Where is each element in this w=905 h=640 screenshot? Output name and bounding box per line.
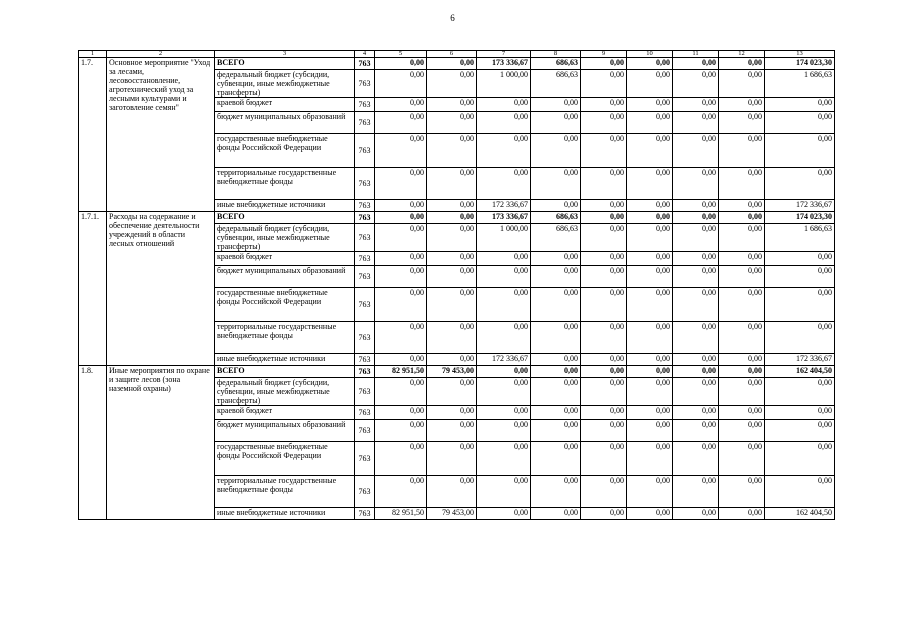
amount-cell: 0,00 <box>375 378 427 406</box>
amount-cell: 0,00 <box>673 168 719 200</box>
funding-source: иные внебюджетные источники <box>215 200 355 212</box>
funding-source: государственные внебюджетные фонды Российской Федерации <box>215 288 355 322</box>
amount-cell: 0,00 <box>719 224 765 252</box>
amount-cell: 162 404,50 <box>765 508 835 520</box>
amount-cell: 0,00 <box>581 224 627 252</box>
amount-cell: 0,00 <box>627 266 673 288</box>
header-cell: 5 <box>375 51 427 58</box>
amount-cell: 0,00 <box>427 168 477 200</box>
budget-code: 763 <box>355 252 375 266</box>
amount-cell: 0,00 <box>375 420 427 442</box>
header-cell: 13 <box>765 51 835 58</box>
amount-cell: 0,00 <box>719 288 765 322</box>
amount-cell: 0,00 <box>765 406 835 420</box>
amount-cell: 0,00 <box>581 322 627 354</box>
amount-cell: 0,00 <box>531 288 581 322</box>
amount-cell: 0,00 <box>477 134 531 168</box>
amount-cell: 0,00 <box>581 58 627 70</box>
amount-cell: 686,63 <box>531 70 581 98</box>
amount-cell: 0,00 <box>673 252 719 266</box>
budget-code: 763 <box>355 70 375 98</box>
amount-cell: 0,00 <box>627 406 673 420</box>
amount-cell: 0,00 <box>581 288 627 322</box>
amount-cell: 79 453,00 <box>427 366 477 378</box>
funding-source: территориальные государственные внебюджетные фонды <box>215 322 355 354</box>
amount-cell: 0,00 <box>627 224 673 252</box>
amount-cell: 0,00 <box>627 442 673 476</box>
amount-cell: 0,00 <box>627 212 673 224</box>
amount-cell: 0,00 <box>673 212 719 224</box>
amount-cell: 0,00 <box>581 70 627 98</box>
amount-cell: 0,00 <box>765 420 835 442</box>
amount-cell: 0,00 <box>531 200 581 212</box>
amount-cell: 0,00 <box>719 98 765 112</box>
amount-cell: 0,00 <box>427 420 477 442</box>
amount-cell: 0,00 <box>673 58 719 70</box>
amount-cell: 0,00 <box>673 98 719 112</box>
amount-cell: 0,00 <box>375 476 427 508</box>
amount-cell: 0,00 <box>427 378 477 406</box>
amount-cell: 0,00 <box>427 58 477 70</box>
amount-cell: 0,00 <box>581 112 627 134</box>
funding-source: иные внебюджетные источники <box>215 508 355 520</box>
budget-code: 763 <box>355 476 375 508</box>
funding-source: государственные внебюджетные фонды Российской Федерации <box>215 134 355 168</box>
amount-cell: 174 023,30 <box>765 212 835 224</box>
amount-cell: 0,00 <box>477 112 531 134</box>
budget-code: 763 <box>355 112 375 134</box>
budget-code: 763 <box>355 378 375 406</box>
amount-cell: 0,00 <box>627 58 673 70</box>
header-cell: 10 <box>627 51 673 58</box>
amount-cell: 0,00 <box>627 112 673 134</box>
amount-cell: 0,00 <box>627 508 673 520</box>
amount-cell: 0,00 <box>375 224 427 252</box>
amount-cell: 0,00 <box>477 476 531 508</box>
funding-source: бюджет муниципальных образований <box>215 112 355 134</box>
amount-cell: 0,00 <box>765 476 835 508</box>
amount-cell: 0,00 <box>531 112 581 134</box>
amount-cell: 0,00 <box>719 70 765 98</box>
funding-source: федеральный бюджет (субсидии, субвенции, иные межбюджетные трансферты) <box>215 70 355 98</box>
amount-cell: 0,00 <box>581 366 627 378</box>
amount-cell: 172 336,67 <box>477 200 531 212</box>
amount-cell: 0,00 <box>719 378 765 406</box>
amount-cell: 0,00 <box>627 476 673 508</box>
budget-code: 763 <box>355 98 375 112</box>
amount-cell: 0,00 <box>427 112 477 134</box>
budget-code: 763 <box>355 168 375 200</box>
amount-cell: 0,00 <box>477 98 531 112</box>
amount-cell: 0,00 <box>531 366 581 378</box>
amount-cell: 0,00 <box>627 134 673 168</box>
amount-cell: 0,00 <box>477 168 531 200</box>
budget-code: 763 <box>355 200 375 212</box>
total-row <box>79 58 835 70</box>
item-name: Расходы на содержание и обеспечение деятельности учреждений в области лесных отношений <box>107 212 215 366</box>
amount-cell: 0,00 <box>673 288 719 322</box>
amount-cell: 0,00 <box>477 266 531 288</box>
header-cell: 6 <box>427 51 477 58</box>
amount-cell: 686,63 <box>531 224 581 252</box>
budget-code: 763 <box>355 266 375 288</box>
amount-cell: 174 023,30 <box>765 58 835 70</box>
funding-source: ВСЕГО <box>215 212 355 224</box>
amount-cell: 0,00 <box>427 406 477 420</box>
budget-code: 763 <box>355 354 375 366</box>
header-cell: 8 <box>531 51 581 58</box>
amount-cell: 686,63 <box>531 58 581 70</box>
amount-cell: 0,00 <box>375 98 427 112</box>
amount-cell: 0,00 <box>673 322 719 354</box>
amount-cell: 0,00 <box>477 378 531 406</box>
amount-cell: 0,00 <box>719 112 765 134</box>
amount-cell: 82 951,50 <box>375 366 427 378</box>
amount-cell: 0,00 <box>719 354 765 366</box>
funding-source: бюджет муниципальных образований <box>215 266 355 288</box>
amount-cell: 0,00 <box>581 406 627 420</box>
amount-cell: 0,00 <box>427 354 477 366</box>
amount-cell: 0,00 <box>581 212 627 224</box>
budget-code: 763 <box>355 366 375 378</box>
header-cell: 9 <box>581 51 627 58</box>
amount-cell: 0,00 <box>719 252 765 266</box>
amount-cell: 0,00 <box>765 442 835 476</box>
amount-cell: 0,00 <box>531 168 581 200</box>
amount-cell: 0,00 <box>531 508 581 520</box>
amount-cell: 0,00 <box>375 252 427 266</box>
amount-cell: 0,00 <box>427 252 477 266</box>
budget-code: 763 <box>355 134 375 168</box>
funding-source: территориальные государственные внебюджетные фонды <box>215 476 355 508</box>
budget-table <box>78 50 835 520</box>
amount-cell: 0,00 <box>427 442 477 476</box>
budget-code: 763 <box>355 58 375 70</box>
budget-code: 763 <box>355 212 375 224</box>
amount-cell: 1 000,00 <box>477 70 531 98</box>
amount-cell: 172 336,67 <box>765 200 835 212</box>
amount-cell: 0,00 <box>673 224 719 252</box>
amount-cell: 0,00 <box>427 224 477 252</box>
amount-cell: 0,00 <box>581 168 627 200</box>
amount-cell: 0,00 <box>765 168 835 200</box>
amount-cell: 162 404,50 <box>765 366 835 378</box>
funding-source: территориальные государственные внебюджетные фонды <box>215 168 355 200</box>
amount-cell: 0,00 <box>765 252 835 266</box>
amount-cell: 0,00 <box>477 322 531 354</box>
amount-cell: 0,00 <box>627 322 673 354</box>
amount-cell: 1 686,63 <box>765 224 835 252</box>
amount-cell: 0,00 <box>477 252 531 266</box>
amount-cell: 0,00 <box>719 420 765 442</box>
budget-code: 763 <box>355 420 375 442</box>
funding-source: краевой бюджет <box>215 406 355 420</box>
amount-cell: 0,00 <box>673 366 719 378</box>
funding-source: ВСЕГО <box>215 58 355 70</box>
amount-cell: 0,00 <box>375 58 427 70</box>
funding-source: бюджет муниципальных образований <box>215 420 355 442</box>
amount-cell: 0,00 <box>627 70 673 98</box>
amount-cell: 0,00 <box>673 266 719 288</box>
item-number: 1.8. <box>79 366 107 520</box>
budget-code: 763 <box>355 322 375 354</box>
funding-source: краевой бюджет <box>215 252 355 266</box>
amount-cell: 0,00 <box>477 420 531 442</box>
header-cell: 11 <box>673 51 719 58</box>
amount-cell: 0,00 <box>531 406 581 420</box>
amount-cell: 172 336,67 <box>477 354 531 366</box>
amount-cell: 0,00 <box>627 354 673 366</box>
amount-cell: 0,00 <box>673 508 719 520</box>
amount-cell: 0,00 <box>673 354 719 366</box>
amount-cell: 0,00 <box>719 476 765 508</box>
amount-cell: 0,00 <box>765 266 835 288</box>
total-row <box>79 366 835 378</box>
amount-cell: 0,00 <box>719 58 765 70</box>
amount-cell: 0,00 <box>581 508 627 520</box>
amount-cell: 1 686,63 <box>765 70 835 98</box>
amount-cell: 0,00 <box>581 252 627 266</box>
amount-cell: 0,00 <box>427 266 477 288</box>
funding-source: краевой бюджет <box>215 98 355 112</box>
budget-code: 763 <box>355 508 375 520</box>
budget-code: 763 <box>355 288 375 322</box>
amount-cell: 0,00 <box>427 288 477 322</box>
amount-cell: 0,00 <box>477 288 531 322</box>
amount-cell: 0,00 <box>627 252 673 266</box>
item-name: Иные мероприятия по охране и защите лесов (зона наземной охраны) <box>107 366 215 520</box>
amount-cell: 0,00 <box>581 266 627 288</box>
amount-cell: 0,00 <box>719 442 765 476</box>
amount-cell: 0,00 <box>673 134 719 168</box>
amount-cell: 0,00 <box>627 98 673 112</box>
amount-cell: 172 336,67 <box>765 354 835 366</box>
amount-cell: 0,00 <box>627 168 673 200</box>
amount-cell: 0,00 <box>375 134 427 168</box>
amount-cell: 0,00 <box>765 112 835 134</box>
item-number: 1.7. <box>79 58 107 212</box>
amount-cell: 0,00 <box>375 406 427 420</box>
funding-source: ВСЕГО <box>215 366 355 378</box>
page-number: 6 <box>450 13 455 23</box>
amount-cell: 0,00 <box>673 112 719 134</box>
amount-cell: 0,00 <box>427 476 477 508</box>
amount-cell: 0,00 <box>531 266 581 288</box>
amount-cell: 0,00 <box>375 322 427 354</box>
header-cell: 7 <box>477 51 531 58</box>
amount-cell: 0,00 <box>719 212 765 224</box>
amount-cell: 0,00 <box>427 134 477 168</box>
total-row <box>79 212 835 224</box>
funding-source: иные внебюджетные источники <box>215 354 355 366</box>
amount-cell: 0,00 <box>477 442 531 476</box>
amount-cell: 0,00 <box>673 442 719 476</box>
amount-cell: 0,00 <box>627 366 673 378</box>
amount-cell: 0,00 <box>673 476 719 508</box>
budget-code: 763 <box>355 406 375 420</box>
header-cell: 12 <box>719 51 765 58</box>
budget-code: 763 <box>355 224 375 252</box>
amount-cell: 82 951,50 <box>375 508 427 520</box>
header-row <box>79 51 835 58</box>
amount-cell: 173 336,67 <box>477 212 531 224</box>
amount-cell: 0,00 <box>427 322 477 354</box>
header-cell: 2 <box>107 51 215 58</box>
amount-cell: 0,00 <box>531 322 581 354</box>
amount-cell: 0,00 <box>719 134 765 168</box>
amount-cell: 0,00 <box>531 98 581 112</box>
amount-cell: 0,00 <box>375 212 427 224</box>
amount-cell: 686,63 <box>531 212 581 224</box>
amount-cell: 0,00 <box>765 322 835 354</box>
amount-cell: 0,00 <box>581 476 627 508</box>
amount-cell: 0,00 <box>719 266 765 288</box>
amount-cell: 79 453,00 <box>427 508 477 520</box>
amount-cell: 0,00 <box>427 212 477 224</box>
amount-cell: 0,00 <box>627 378 673 406</box>
amount-cell: 0,00 <box>375 442 427 476</box>
amount-cell: 0,00 <box>765 98 835 112</box>
amount-cell: 0,00 <box>581 442 627 476</box>
amount-cell: 0,00 <box>531 442 581 476</box>
amount-cell: 0,00 <box>375 266 427 288</box>
amount-cell: 0,00 <box>719 322 765 354</box>
amount-cell: 0,00 <box>765 378 835 406</box>
amount-cell: 0,00 <box>627 420 673 442</box>
amount-cell: 0,00 <box>375 112 427 134</box>
funding-source: государственные внебюджетные фонды Российской Федерации <box>215 442 355 476</box>
funding-source: федеральный бюджет (субсидии, субвенции, иные межбюджетные трансферты) <box>215 378 355 406</box>
amount-cell: 0,00 <box>531 134 581 168</box>
amount-cell: 0,00 <box>375 168 427 200</box>
item-name: Основное мероприятие "Уход за лесами, лесовосстановление, агротехнический уход за лесными культурами и заготовление семян" <box>107 58 215 212</box>
amount-cell: 0,00 <box>673 406 719 420</box>
amount-cell: 0,00 <box>673 420 719 442</box>
amount-cell: 1 000,00 <box>477 224 531 252</box>
amount-cell: 0,00 <box>375 288 427 322</box>
amount-cell: 0,00 <box>765 288 835 322</box>
amount-cell: 0,00 <box>427 70 477 98</box>
amount-cell: 0,00 <box>531 354 581 366</box>
item-number: 1.7.1. <box>79 212 107 366</box>
amount-cell: 0,00 <box>673 378 719 406</box>
amount-cell: 0,00 <box>673 200 719 212</box>
amount-cell: 0,00 <box>765 134 835 168</box>
amount-cell: 0,00 <box>477 508 531 520</box>
amount-cell: 0,00 <box>375 70 427 98</box>
funding-source: федеральный бюджет (субсидии, субвенции, иные межбюджетные трансферты) <box>215 224 355 252</box>
amount-cell: 0,00 <box>719 508 765 520</box>
amount-cell: 0,00 <box>581 354 627 366</box>
amount-cell: 0,00 <box>673 70 719 98</box>
amount-cell: 0,00 <box>719 366 765 378</box>
amount-cell: 0,00 <box>531 420 581 442</box>
amount-cell: 0,00 <box>531 252 581 266</box>
amount-cell: 0,00 <box>477 366 531 378</box>
header-cell: 1 <box>79 51 107 58</box>
amount-cell: 0,00 <box>375 354 427 366</box>
amount-cell: 0,00 <box>531 476 581 508</box>
amount-cell: 173 336,67 <box>477 58 531 70</box>
amount-cell: 0,00 <box>581 98 627 112</box>
amount-cell: 0,00 <box>627 200 673 212</box>
amount-cell: 0,00 <box>719 200 765 212</box>
amount-cell: 0,00 <box>719 406 765 420</box>
amount-cell: 0,00 <box>375 200 427 212</box>
amount-cell: 0,00 <box>531 378 581 406</box>
amount-cell: 0,00 <box>581 134 627 168</box>
amount-cell: 0,00 <box>427 98 477 112</box>
amount-cell: 0,00 <box>427 200 477 212</box>
amount-cell: 0,00 <box>581 200 627 212</box>
header-cell: 4 <box>355 51 375 58</box>
amount-cell: 0,00 <box>581 420 627 442</box>
amount-cell: 0,00 <box>477 406 531 420</box>
header-cell: 3 <box>215 51 355 58</box>
amount-cell: 0,00 <box>627 288 673 322</box>
budget-code: 763 <box>355 442 375 476</box>
amount-cell: 0,00 <box>581 378 627 406</box>
amount-cell: 0,00 <box>719 168 765 200</box>
